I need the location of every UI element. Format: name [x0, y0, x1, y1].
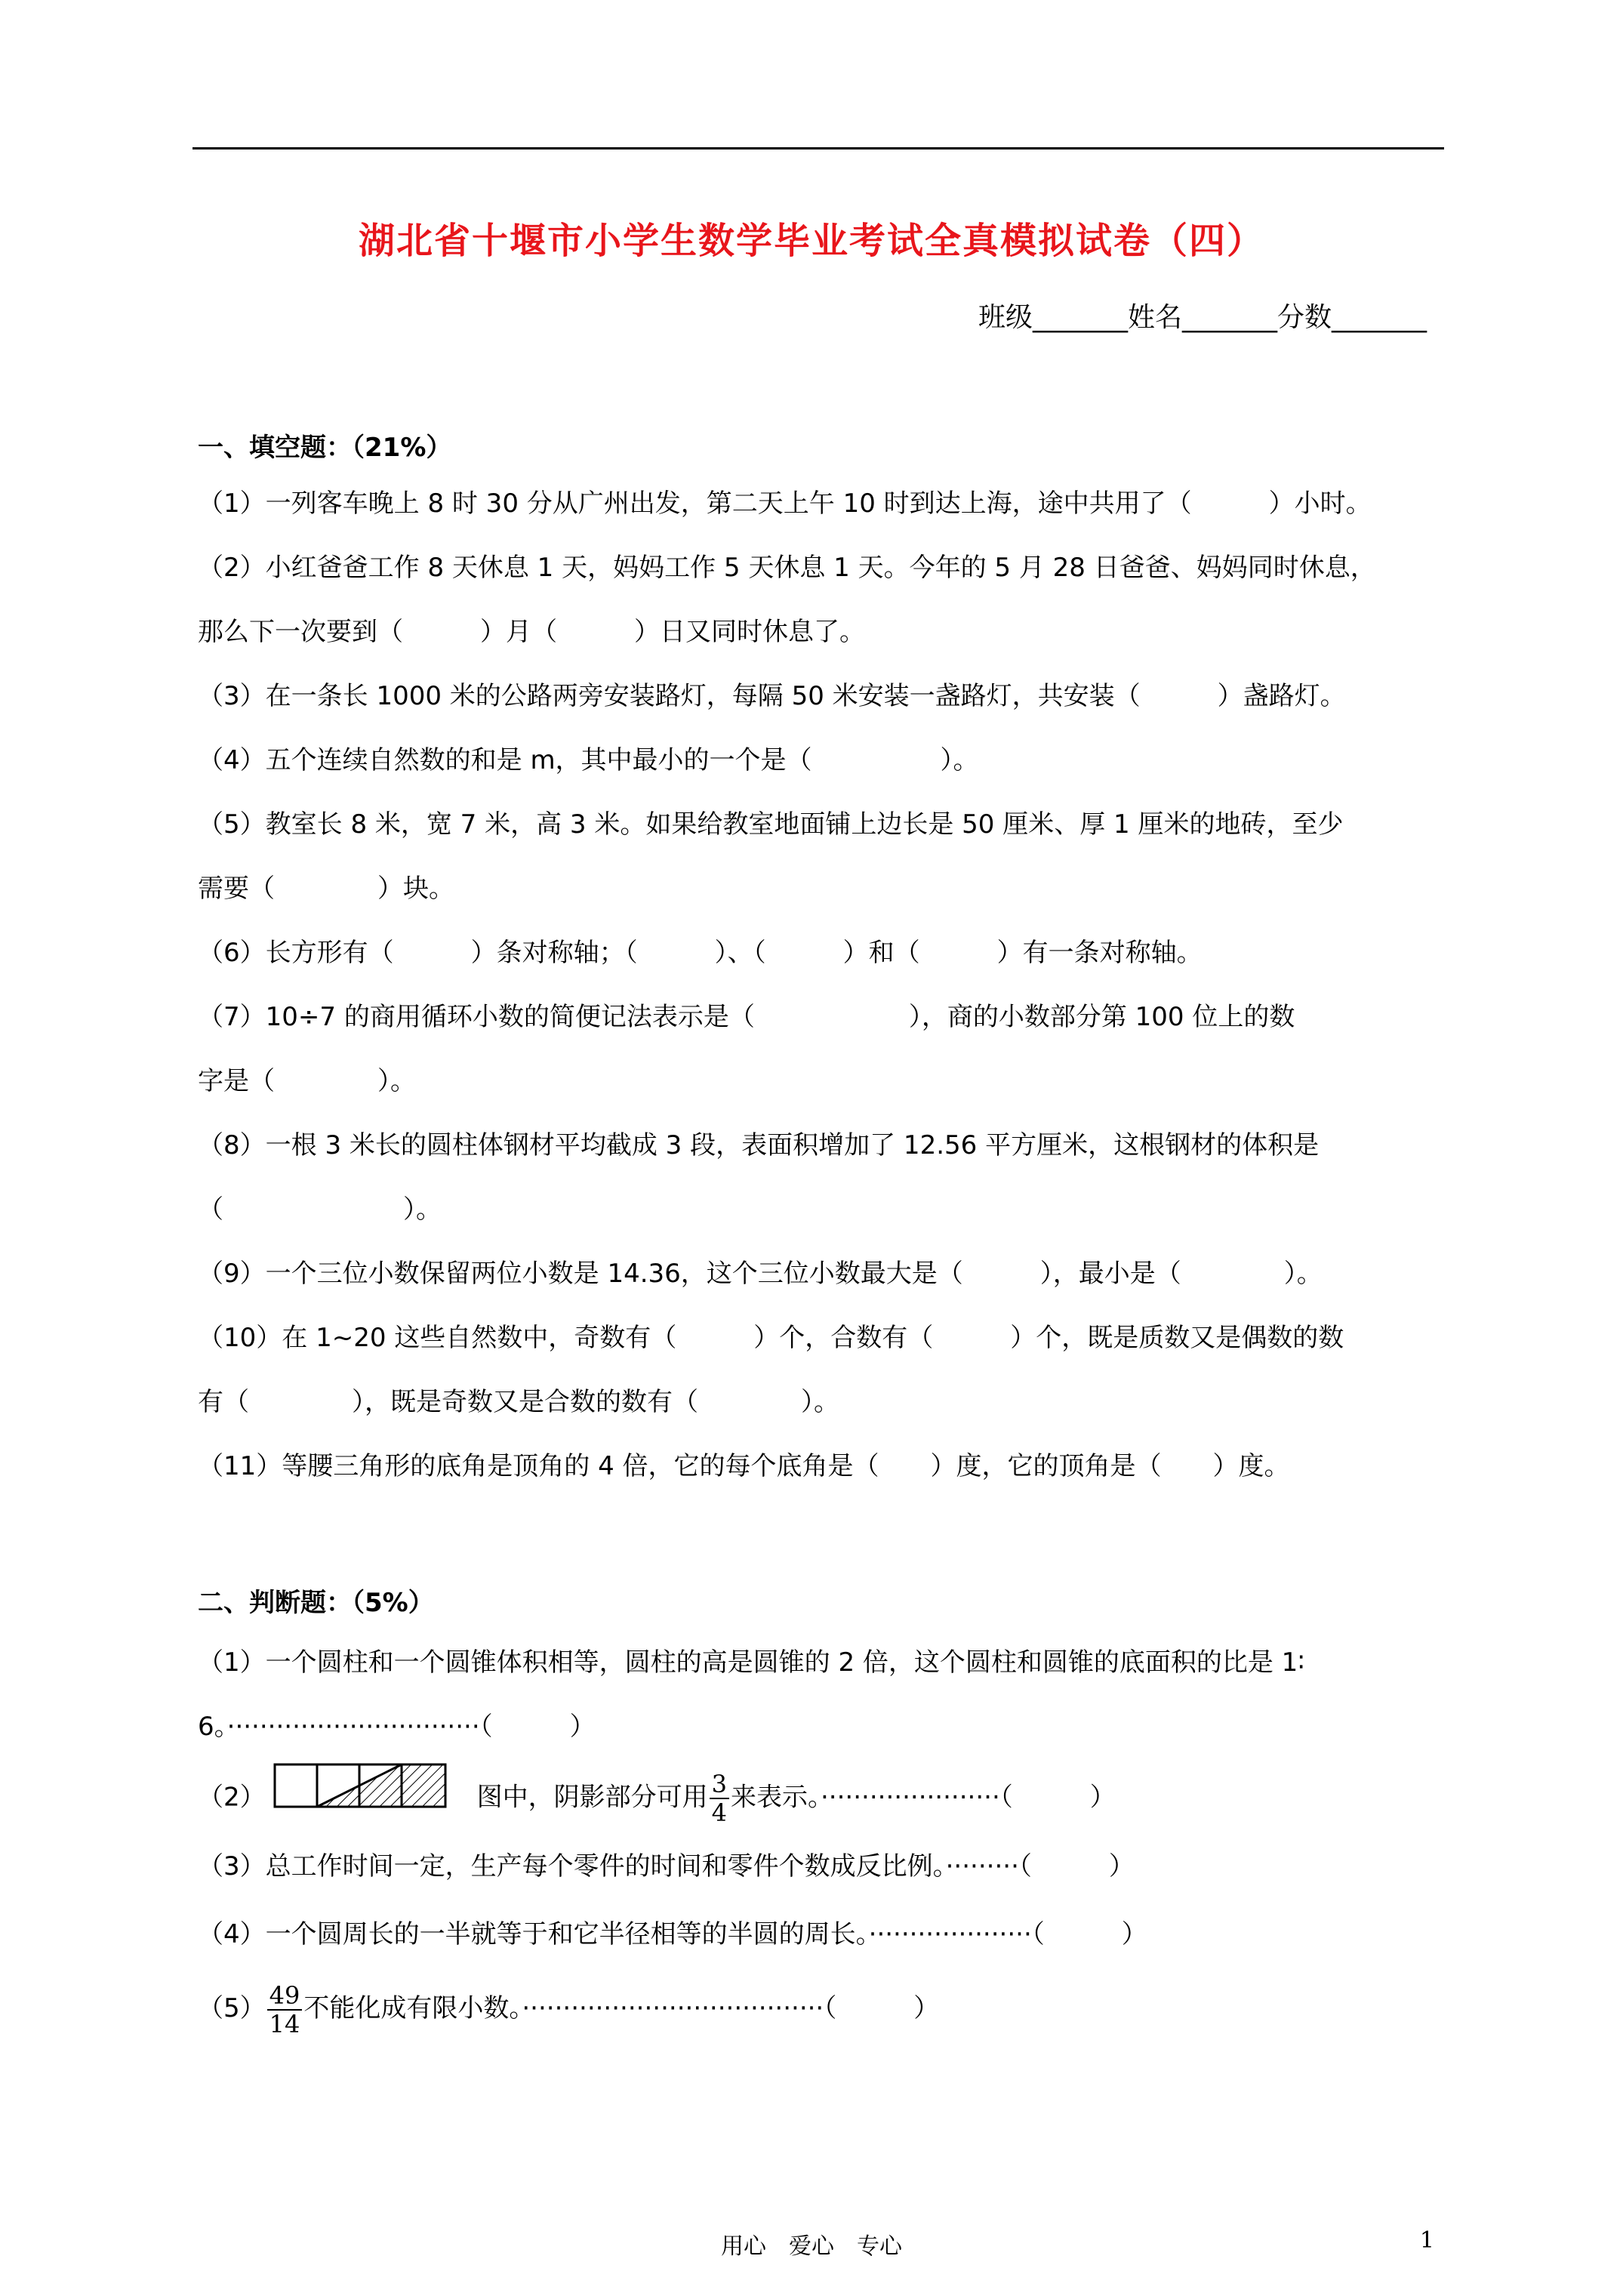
question-line: 有（ ），既是奇数又是合数的数有（ ）。	[198, 1387, 839, 1417]
question-line: （3）总工作时间一定，生产每个零件的时间和零件个数成反比例。·········（ ）	[198, 1851, 1135, 1881]
page-number: 1	[1419, 2227, 1434, 2254]
student-info-line: 班级_______姓名_______分数_______	[978, 302, 1427, 333]
question-line: 那么下一次要到（ ）月（ ）日又同时休息了。	[198, 617, 865, 647]
section-heading-true-false: 二、判断题：（5%）	[198, 1588, 434, 1618]
question-line: （2）小红爸爸工作 8 天休息 1 天，妈妈工作 5 天休息 1 天。今年的 5 月 28 日爸爸、妈妈同时休息，	[198, 553, 1376, 583]
page-footer: 用心 爱心 专心	[721, 2233, 902, 2260]
question-line: （7）10÷7 的商用循环小数的简便记法表示是（ ），商的小数部分第 100 位上的数	[198, 1002, 1295, 1032]
question-line: 需要（ ）块。	[198, 874, 454, 904]
question-line: 字是（ ）。	[198, 1066, 416, 1096]
question-line: （4）五个连续自然数的和是 m，其中最小的一个是（ ）。	[198, 745, 979, 775]
question-line: （9）一个三位小数保留两位小数是 14.36，这个三位小数最大是（ ），最小是（ ）。	[198, 1259, 1323, 1289]
question-line: （ ）。	[198, 1194, 442, 1225]
fraction-numerator: 3	[710, 1771, 729, 1799]
question-2-line	[198, 1763, 1116, 1834]
header-rule	[192, 147, 1444, 149]
question-line: （11）等腰三角形的底角是顶角的 4 倍，它的每个底角是（ ）度，它的顶角是（ ）度。	[198, 1451, 1290, 1481]
section-heading-fill-blank: 一、填空题：（21%）	[198, 433, 452, 463]
fraction-49-over-14	[267, 1982, 303, 2038]
question-line: 6。·······························（ ）	[198, 1712, 596, 1742]
question-line: （1）一列客车晚上 8 时 30 分从广州出发，第二天上午 10 时到达上海，途中共用了（ ）小时。	[198, 488, 1372, 519]
question-2-text-b: 来表示。······················（ ）	[731, 1782, 1116, 1813]
question-number: （5）	[198, 1993, 266, 2023]
question-5-line	[198, 1971, 939, 2046]
question-5-text: 不能化成有限小数。·····································（ ）	[303, 1993, 940, 2023]
question-line: （10）在 1~20 这些自然数中，奇数有（ ）个，合数有（ ）个，既是质数又是偶数的数	[198, 1323, 1344, 1353]
page-title: 湖北省十堰市小学生数学毕业考试全真模拟试卷（四）	[358, 220, 1264, 262]
question-line: （1）一个圆柱和一个圆锥体积相等，圆柱的高是圆锥的 2 倍，这个圆柱和圆锥的底面积的比是 1∶	[198, 1647, 1305, 1678]
fraction-denominator: 14	[269, 2009, 300, 2039]
shaded-rectangle-figure	[273, 1763, 447, 1834]
question-line: （5）教室长 8 米，宽 7 米，高 3 米。如果给教室地面铺上边长是 50 厘米、厚 1 厘米的地砖，至少	[198, 809, 1344, 840]
question-number: （2）	[198, 1782, 266, 1813]
question-line: （8）一根 3 米长的圆柱体钢材平均截成 3 段，表面积增加了 12.56 平方厘米，这根钢材的体积是	[198, 1130, 1320, 1160]
question-line: （3）在一条长 1000 米的公路两旁安装路灯，每隔 50 米安装一盏路灯，共安装（ ）盏路灯。	[198, 681, 1346, 711]
fraction-denominator: 4	[711, 1798, 727, 1827]
question-2-text-a: 图中，阴影部分可用	[476, 1782, 708, 1813]
question-line: （4）一个圆周长的一半就等于和它半径相等的半圆的周长。····················（ ）	[198, 1919, 1147, 1949]
shaded-rectangle-diagram	[273, 1763, 447, 1808]
fraction-three-quarters	[710, 1771, 729, 1826]
fraction-numerator: 49	[267, 1982, 303, 2011]
question-line: （6）长方形有（ ）条对称轴；（ ）、（ ）和（ ）有一条对称轴。	[198, 938, 1203, 968]
